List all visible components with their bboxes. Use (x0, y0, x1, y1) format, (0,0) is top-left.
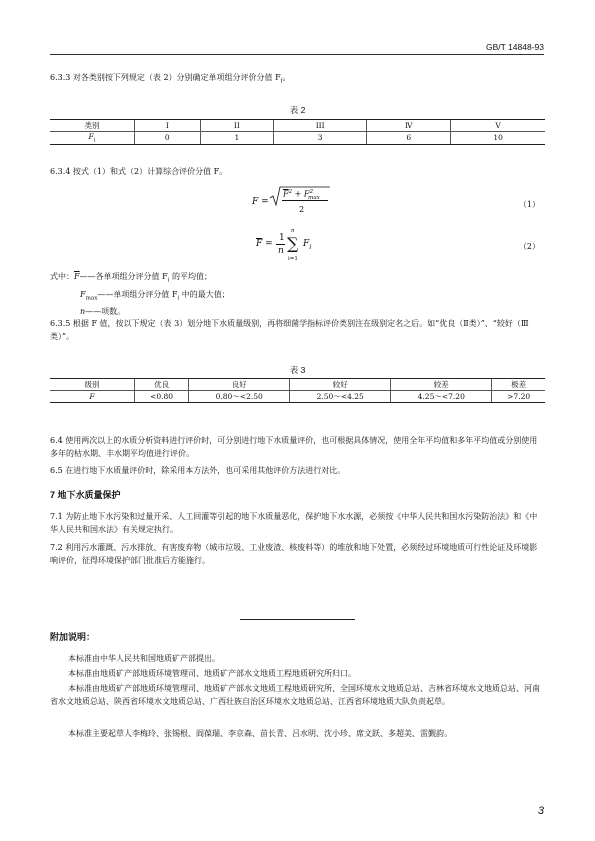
appendix-title: 附加说明： (50, 632, 96, 642)
appendix-para: 本标准由地质矿产部地质环境管理司、地质矿产部水文地质工程地质研究所归口。 (68, 669, 356, 678)
table-cell: 6 (367, 132, 451, 145)
appendix-para: 本标准由中华人民共和国地质矿产部提出。 (68, 654, 220, 663)
table-row-label: $F_i$ (50, 132, 135, 145)
clause-6-3-3: 6.3.3 对各类别按下列规定（表 2）分别确定单项组分评价分值 $F_i$。 (50, 73, 291, 85)
formula-1: F = $\overline{F}^2 + F^2_{max}$ 2 (252, 186, 342, 220)
clause-7-2: 7.2 利用污水灌溉、污水排放、有害废弃物（城市垃圾、工业废渣、核废料等）的堆放和地下处置，必须经过环境地质可行性论证及环境影响评价，征得环境保护部门批准后方能施行。 (50, 543, 538, 565)
table-header-cell: 较好 (290, 379, 391, 391)
section-7-heading: 7 地下水质量保护 (50, 490, 121, 500)
symbol-definitions: 式中：$\overline{F}——$各单项组分评分值 $F_i$ 的平均值； $F_{max}——$单项组分评分值 $F_i$ 中的最大值； n——项数。 (50, 272, 230, 317)
table-header-cell: 级别 (50, 379, 135, 391)
table-header-cell: 较差 (391, 379, 492, 391)
clause-7-1: 7.1 为防止地下水污染和过量开采、人工回灌等引起的地下水质量恶化，保护地下水水源，必须按《中华人民共和国水污染防治法》和《中华人民共和国水法》有关规定执行。 (50, 512, 538, 534)
table-cell: 1 (200, 132, 273, 145)
table-header-cell: I (135, 120, 201, 132)
table-header-cell: Ⅳ (367, 120, 451, 132)
clause-6-3-5: 6.3.5 根据 F 值，按以下规定（表 3）划分地下水质量级别，再将细菌学指标评价类别注在级别定名之后。如“优良（Ⅱ类）”、“较好（Ⅲ类）”。 (50, 319, 529, 341)
equation-number-1: （1） (518, 200, 540, 209)
formula-term: $\overline{F}$ (283, 189, 289, 199)
table-header-cell: 类别 (50, 120, 135, 132)
appendix-para: 本标准由地质矿产部地质环境管理司、地质矿产部水文地质工程地质研究所、全国环境水文地质总站、吉林省环境水文地质总站、河南省水文地质总站、陕西省环境水文地质总站、广西壮族自治区环境水文地质总站、江西省环境地质大队负责起草。 (50, 684, 540, 706)
table-cell: 3 (274, 132, 367, 145)
header-rule (50, 54, 544, 55)
standard-number: GB/T 14848-93 (486, 42, 544, 52)
table-header-cell: Ⅴ (451, 120, 545, 132)
clause-6-5: 6.5 在进行地下水质量评价时，除采用本方法外，也可采用其他评价方法进行对比。 (50, 466, 346, 475)
table-2 (50, 119, 545, 145)
table-cell: 2.50～<4.25 (290, 391, 391, 403)
table-row-label: F (50, 391, 135, 403)
equation-number-2: （2） (518, 242, 540, 251)
table-header-cell: 极差 (492, 379, 545, 391)
sum-sign: ∑ (287, 234, 299, 253)
formula-2: $\overline{F}$ = 1 n n ∑ i=1 $F_i$ (256, 228, 312, 262)
appendix-para: 本标准主要起草人李梅玲、张锡根、阎葆瑞、李京森、苗长青、吕水明、沈小珍、席文跃、多超美、雷觐韵。 (68, 729, 452, 738)
table-cell: <0.80 (135, 391, 189, 403)
clause-6-3-4: 6.3.4 按式（1）和式（2）计算综合评价分值 F。 (50, 167, 228, 176)
separator-line (240, 619, 355, 620)
table-3-caption: 表 3 (289, 365, 306, 375)
clause-6-4: 6.4 使用两次以上的水质分析资料进行评价时，可分别进行地下水质量评价，也可根据具体情况，使用全年平均值和多年平均值或分别使用多年的枯水期、丰水期平均值进行评价。 (50, 436, 538, 458)
table-cell: 0.80～<2.50 (189, 391, 290, 403)
table-header-cell: III (274, 120, 367, 132)
table-cell: 4.25～<7.20 (391, 391, 492, 403)
table-cell: >7.20 (492, 391, 545, 403)
fraction-bar (282, 200, 328, 201)
fraction-bar (276, 244, 285, 245)
table-cell: 10 (451, 132, 545, 145)
table-3 (50, 378, 545, 403)
table-header-cell: 优良 (135, 379, 189, 391)
table-header-cell: 良好 (189, 379, 290, 391)
page-number: 3 (537, 805, 544, 817)
table-header-cell: II (200, 120, 273, 132)
table-2-caption: 表 2 (289, 105, 306, 115)
table-cell: 0 (135, 132, 201, 145)
